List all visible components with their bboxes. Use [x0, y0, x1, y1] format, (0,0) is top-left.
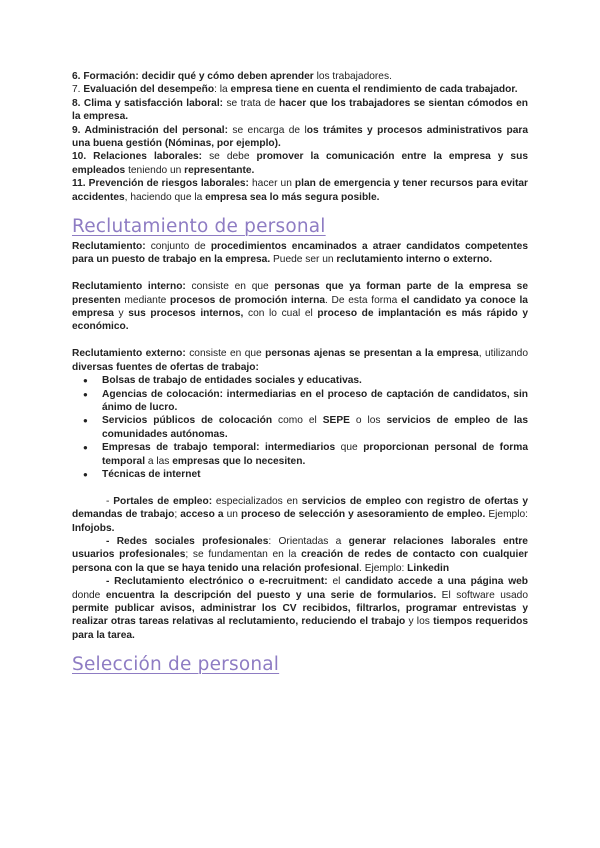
item-formacion: 6. Formación: decidir qué y cómo deben aprender los trabajadores.: [72, 71, 392, 82]
item-administracion: 9. Administración del personal: se encarga de los trámites y procesos administrativos para una buena gestión (Nóminas, por ejemplo).: [72, 124, 528, 150]
fuentes-list: [72, 374, 528, 481]
list-item: ● Bolsas de trabajo de entidades sociales y educativas.: [102, 374, 528, 387]
reclutamiento-definition: Reclutamiento: conjunto de procedimientos encaminados a atraer candidatos competentes para un puesto de trabajo en la empresa. Puede ser un reclutamiento interno o externo.: [72, 241, 528, 266]
tecnica-redes: - Redes sociales profesionales: Orientadas a generar relaciones laborales entre usuarios profesionales; se fundamentan en la creación de redes de contacto con cualquier persona con la que se haya tenido una relación profesional. Ejemplo: Linkedin: [72, 535, 528, 574]
item-prevencion: 11. Prevención de riesgos laborales: hacer un plan de emergencia y tener recursos para evitar accidentes, haciendo que la empresa sea lo más segura posible.: [72, 178, 528, 203]
list-item: ● Empresas de trabajo temporal: intermediarios que proporcionan personal de forma temporal a las empresas que lo necesiten.: [102, 441, 528, 468]
item-relaciones: 10. Relaciones laborales: se debe promover la comunicación entre la empresa y sus empleados teniendo un representante.: [72, 151, 528, 176]
tecnica-erecruitment: - Reclutamiento electrónico o e-recruitment: el candidato accede a una página web donde encuentra la descripción del puesto y una serie de formularios. El software usado permite publicar avisos, administrar los CV recibidos, filtrarlos, programar entrevistas y realizar otras tareas relativas al reclutamiento, reduciendo el trabajo y los tiempos requeridos para la tarea.: [72, 576, 529, 641]
reclutamiento-interno: Reclutamiento interno: consiste en que personas que ya forman parte de la empresa se presenten mediante procesos de promoción interna. De esta forma el candidato ya conoce la empresa y sus procesos internos, con lo cual el proceso de implantación es más rápido y económico.: [72, 281, 528, 333]
list-item: ● Agencias de colocación: intermediarias en el proceso de captación de candidatos, sin ánimo de lucro.: [102, 388, 528, 415]
list-item: ● Técnicas de internet: [102, 468, 528, 481]
list-item: ● Servicios públicos de colocación como el SEPE o los servicios de empleo de las comunidades autónomas.: [102, 414, 528, 441]
numbered-list: [72, 70, 528, 204]
heading-reclutamiento: Reclutamiento de personal: [72, 216, 326, 238]
reclutamiento-externo: Reclutamiento externo: consiste en que personas ajenas se presentan a la empresa, utilizando diversas fuentes de ofertas de trabajo:: [72, 348, 528, 373]
tecnica-portales: - Portales de empleo: especializados en servicios de empleo con registro de ofertas y demandas de trabajo; acceso a un proceso de selección y asesoramiento de empleo. Ejemplo: Infojobs.: [72, 495, 529, 534]
heading-seleccion: Selección de personal: [72, 654, 280, 676]
item-clima: 8. Clima y satisfacción laboral: se trata de hacer que los trabajadores se sientan cómodos en la empresa.: [72, 97, 528, 123]
item-evaluacion: 7. Evaluación del desempeño: la empresa tiene en cuenta el rendimiento de cada trabajador.: [72, 84, 518, 96]
